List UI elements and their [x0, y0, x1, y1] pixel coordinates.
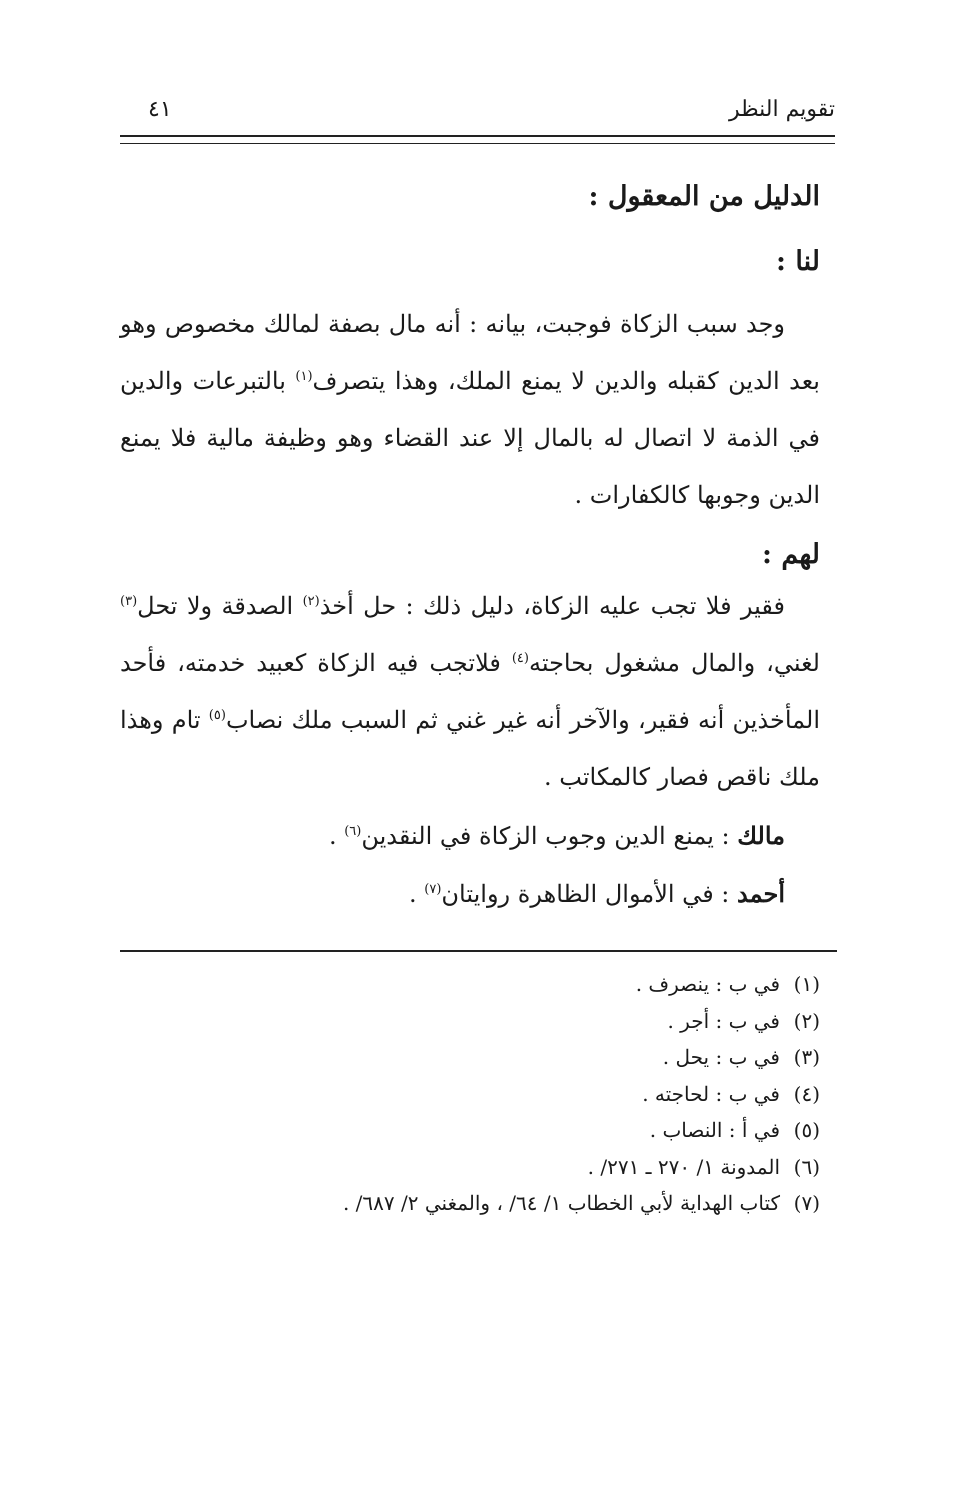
heading-rational-proof: الدليل من المعقول :	[588, 181, 820, 212]
footnote-ref-2[interactable]: (٢)	[302, 594, 320, 609]
heading-ours: لنا :	[776, 246, 820, 277]
running-title: تقويم النظر	[728, 97, 835, 122]
paragraph-ahmad: أحمد : في الأموال الظاهرة روايتان$^{(٧)}$ .	[409, 879, 785, 908]
footnote-item: (٢)في ب : أجر .	[667, 1008, 820, 1033]
paragraph-ours: وجد سبب الزكاة فوجبت، بيانه : أنه مال بصفة لمالك مخصوص وهو بعد الدين كقبله والدين لا يمنع الملك، وهذا يتصرف$^{(١)}$ بالتبرعات والدين في الذمة لا اتصال له بالمال إلا عند القضاء وهو وظيفة مالية فلا يمنع الدين وجوبها كالكفارات .	[120, 310, 820, 509]
scholar-ahmad: أحمد	[737, 879, 785, 908]
footnote-ref-3[interactable]: (٣)	[120, 594, 138, 609]
footnote-item: (٥)في أ : النصاب .	[649, 1118, 820, 1142]
running-header	[120, 93, 835, 133]
footnote-item: (١)في ب : ينصرف .	[635, 972, 820, 996]
footnote-ref-1[interactable]: (١)	[295, 369, 313, 384]
footnote-ref-5[interactable]: (٥)	[208, 708, 226, 723]
footnote-ref-4[interactable]: (٤)	[511, 651, 529, 666]
footnote-ref-6[interactable]: (٦)	[344, 824, 362, 839]
footnote-ref-7[interactable]: (٧)	[424, 882, 442, 897]
footnotes	[120, 966, 820, 1222]
footnote-separator	[120, 950, 837, 952]
heading-theirs: لهم :	[761, 539, 820, 570]
footnote-item: (٦)المدونة ١/ ٢٧٠ ـ ٢٧١/ .	[587, 1154, 820, 1179]
paragraph-theirs: فقير فلا تجب عليه الزكاة، دليل ذلك : حل أخذ$^{(٢)}$ الصدقة ولا تحل$^{(٣)}$ لغني، والمال مشغول بحاجته$^{(٤)}$ فلاتجب فيه الزكاة كعبيد خدمته، فأحد المأخذين أنه فقير، والآخر أنه غير غني ثم السبب ملك نصاب$^{(٥)}$ تام وهذا ملك ناقص فصار كالمكاتب .	[120, 592, 821, 791]
footnote-item: (٧)كتاب الهداية لأبي الخطاب ١/ ٦٤/ ، والمغني ٢/ ٦٨٧/ .	[342, 1191, 820, 1215]
scholar-malik: مالك	[737, 821, 785, 850]
header-rule	[120, 135, 835, 144]
page-number: ٤١	[148, 97, 172, 122]
footnote-item: (٣)في ب : يحل .	[662, 1045, 820, 1069]
paragraph-malik: مالك : يمنع الدين وجوب الزكاة في النقدين$^{(٦)}$ .	[328, 821, 785, 850]
footnote-item: (٤)في ب : لحاجته .	[642, 1081, 820, 1106]
